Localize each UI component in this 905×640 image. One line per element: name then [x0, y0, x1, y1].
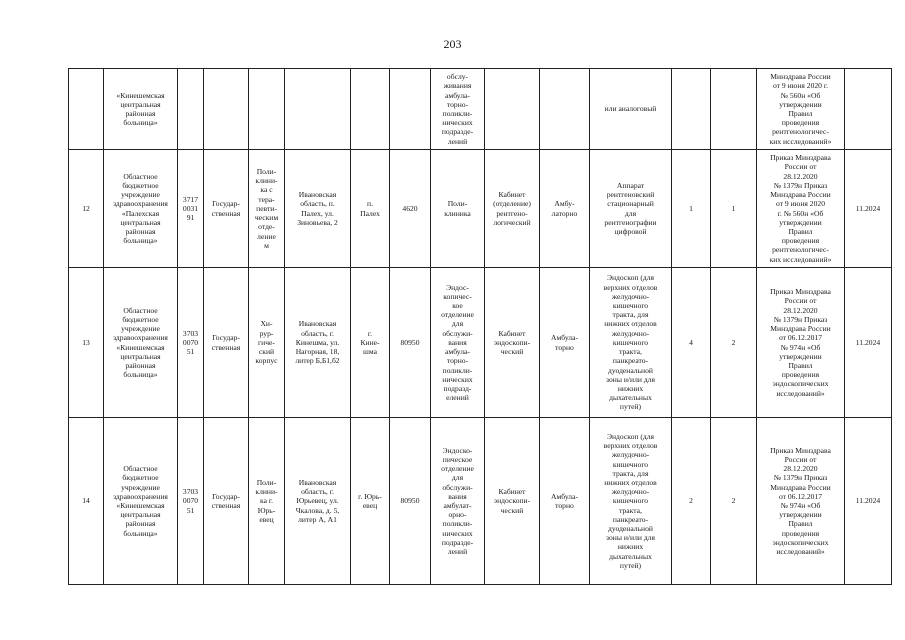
cell-quantity-a — [672, 69, 711, 150]
cell-department: обслу- живания амбула- торно- поликли- нических подразде- лений — [431, 69, 485, 150]
cell-locality: г. Юрь- евец — [351, 418, 390, 585]
cell-cabinet: Кабинет эндоскопи- ческий — [485, 418, 540, 585]
cell-locality: г. Кине- шма — [351, 268, 390, 418]
cell-equipment: Аппарат рентгеновский стационарный для рентгенографии цифровой — [590, 150, 672, 268]
cell-locality: п. Палех — [351, 150, 390, 268]
cell-number: 14 — [69, 418, 104, 585]
cell-building — [249, 69, 285, 150]
cell-care-form: Амбу- латорно — [540, 150, 590, 268]
cell-ownership: Государ- ственная — [204, 268, 249, 418]
cell-population: 4620 — [390, 150, 431, 268]
cell-quantity-b: 2 — [711, 418, 757, 585]
cell-building: Хи- рур- гиче- ский корпус — [249, 268, 285, 418]
cell-department: Эндоско- пическое отделение для обслужи- вания амбулат- орно- поликли- нических подразде- лений — [431, 418, 485, 585]
cell-code: 3703 0070 51 — [178, 418, 204, 585]
cell-building: Поли- клини- ка г. Юрь- евец — [249, 418, 285, 585]
cell-date — [845, 69, 892, 150]
table-row — [69, 150, 892, 268]
cell-regulation: Приказ Минздрава России от 28.12.2020 № 1379н Приказ Минздрава России от 9 июня 2020 г. № 560н «Об утверждении Правил проведения рентгенологичес- ких исследований» — [757, 150, 845, 268]
table-row-continuation — [69, 69, 892, 150]
cell-regulation: Приказ Минздрава России от 28.12.2020 № 1379н Приказ Минздрава России от 06.12.2017 № 974н «Об утверждении Правил проведения эндоскопических исследований» — [757, 418, 845, 585]
cell-address: Ивановская область, п. Палех, ул. Зиновьева, 2 — [285, 150, 351, 268]
table-row — [69, 418, 892, 585]
cell-institution: «Кинешемская центральная районная больница» — [104, 69, 178, 150]
cell-institution: Областное бюджетное учреждение здравоохранения «Палехская центральная районная больница» — [104, 150, 178, 268]
cell-department: Эндос- копичес- кое отделение для обслужи- вания амбула- торно- поликли- нических подразд- елений — [431, 268, 485, 418]
cell-locality — [351, 69, 390, 150]
page-number: 203 — [443, 37, 462, 51]
cell-equipment: Эндоскоп (для верхних отделов желудочно- кишечного тракта, для нижних отделов желудочно- кишечного тракта, панкреато- дуоденальной зоны и/или для нижних дыхательных путей) — [590, 268, 672, 418]
document-table — [68, 68, 892, 585]
cell-code: 3717 0031 91 — [178, 150, 204, 268]
cell-code: 3703 0070 51 — [178, 268, 204, 418]
cell-cabinet: Кабинет (отделение) рентгено- логический — [485, 150, 540, 268]
cell-address: Ивановская область, г. Юрьевец, ул. Чкалова, д. 5, литер А, А1 — [285, 418, 351, 585]
cell-quantity-a: 2 — [672, 418, 711, 585]
cell-date: 11.2024 — [845, 150, 892, 268]
cell-cabinet: Кабинет эндоскопи- ческий — [485, 268, 540, 418]
cell-ownership: Государ- ственная — [204, 418, 249, 585]
cell-address: Ивановская область, г. Кинешма, ул. Нагорная, 18, литер Б,Б1,б2 — [285, 268, 351, 418]
cell-regulation: Минздрава России от 9 июня 2020 г. № 560н «Об утверждении Правил проведения рентгенологичес- ких исследований» — [757, 69, 845, 150]
cell-equipment: или аналоговый — [590, 69, 672, 150]
cell-number: 13 — [69, 268, 104, 418]
cell-institution: Областное бюджетное учреждение здравоохранения «Кинешемская центральная районная больница» — [104, 268, 178, 418]
cell-code — [178, 69, 204, 150]
cell-institution: Областное бюджетное учреждение здравоохранения «Кинешемская центральная районная больница» — [104, 418, 178, 585]
cell-population: 80950 — [390, 268, 431, 418]
cell-building: Поли- клини- ка с тера- певти- ческим отде- ление м — [249, 150, 285, 268]
cell-quantity-b — [711, 69, 757, 150]
cell-address — [285, 69, 351, 150]
cell-department: Поли- клиника — [431, 150, 485, 268]
cell-equipment: Эндоскоп (для верхних отделов желудочно- кишечного тракта, для нижних отделов желудочно- кишечного тракта, панкреато- дуоденальной зоны и/или для нижних дыхательных путей) — [590, 418, 672, 585]
cell-quantity-a: 1 — [672, 150, 711, 268]
cell-population — [390, 69, 431, 150]
cell-number: 12 — [69, 150, 104, 268]
cell-regulation: Приказ Минздрава России от 28.12.2020 № 1379н Приказ Минздрава России от 06.12.2017 № 974н «Об утверждении Правил проведения эндоскопических исследований» — [757, 268, 845, 418]
table-row — [69, 268, 892, 418]
cell-care-form — [540, 69, 590, 150]
cell-date: 11.2024 — [845, 268, 892, 418]
cell-ownership: Государ- ственная — [204, 150, 249, 268]
cell-quantity-a: 4 — [672, 268, 711, 418]
cell-quantity-b: 1 — [711, 150, 757, 268]
cell-population: 80950 — [390, 418, 431, 585]
cell-cabinet — [485, 69, 540, 150]
cell-date: 11.2024 — [845, 418, 892, 585]
cell-ownership — [204, 69, 249, 150]
cell-care-form: Амбула- торно — [540, 268, 590, 418]
cell-number — [69, 69, 104, 150]
cell-quantity-b: 2 — [711, 268, 757, 418]
cell-care-form: Амбула- торно — [540, 418, 590, 585]
